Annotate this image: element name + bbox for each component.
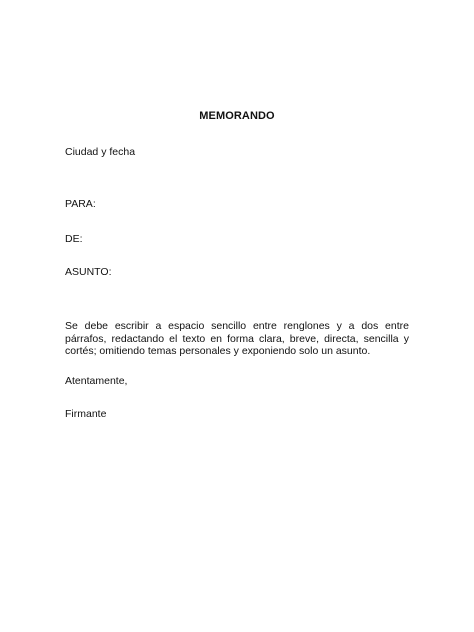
- city-date-line: Ciudad y fecha: [65, 146, 136, 158]
- subject-label: ASUNTO:: [65, 266, 112, 278]
- closing-line: Atentamente,: [65, 375, 128, 387]
- recipient-label: PARA:: [65, 198, 96, 210]
- memo-body-paragraph: Se debe escribir a espacio sencillo entre renglones y a dos entre párrafos, redactando el texto en forma clara, breve, directa, sencilla y cortés; omitiendo temas personales y exponiendo solo un asunto.: [65, 320, 409, 357]
- sender-label: DE:: [65, 233, 83, 245]
- memo-title: MEMORANDO: [199, 110, 275, 122]
- signer-line: Firmante: [65, 408, 107, 420]
